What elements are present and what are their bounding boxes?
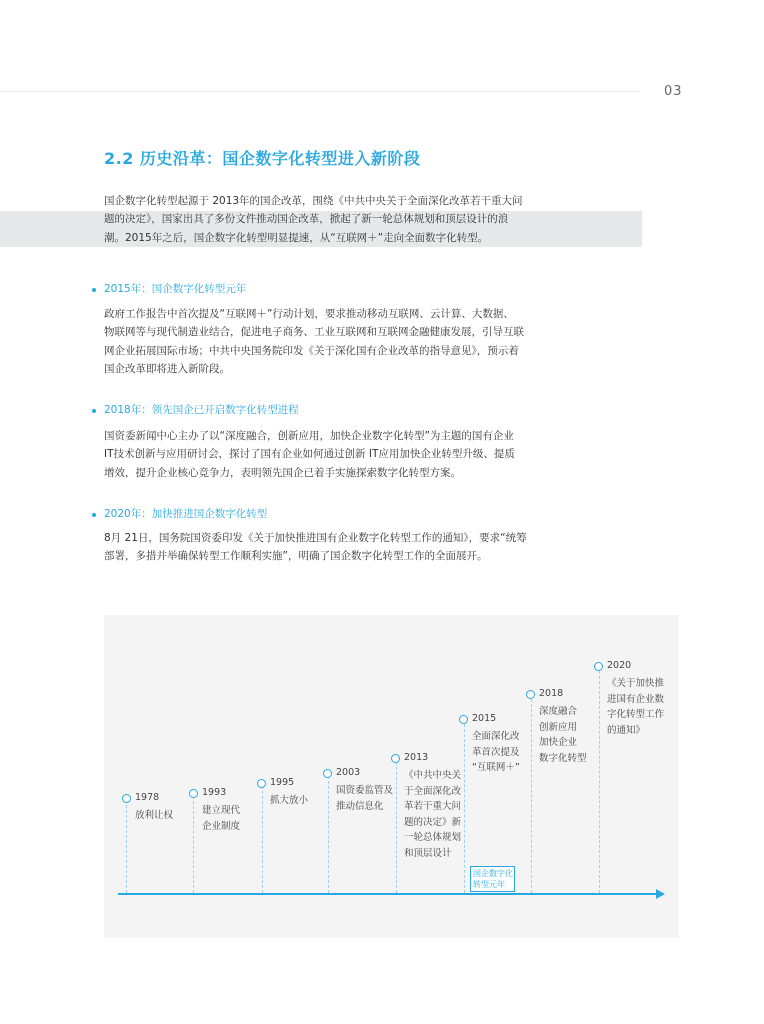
timeline-label: 全面深化改 革首次提及 “互联网＋”	[472, 731, 520, 773]
timeline-guide-2015	[464, 724, 465, 893]
timeline-node-2013	[391, 754, 400, 763]
bullet-dot	[92, 409, 96, 413]
timeline-arrow-icon	[656, 889, 665, 899]
timeline-year: 1978	[135, 792, 160, 803]
timeline-label: 建立现代 企业制度	[202, 805, 241, 832]
timeline-guide-2013	[396, 762, 397, 893]
event-body-2018: 国资委新闻中心主办了以“深度融合，创新应用，加快企业数字化转型”为主题的国有企业 IT技术创新与应用研讨会，探讨了国有企业如何通过创新 IT应用加快企业转型升级、提质增效，提升企业核心竞争力，表明领先国企已着手实施探索数字化转型方案。	[104, 430, 515, 479]
timeline-guide-1993	[193, 796, 194, 893]
timeline-year: 2020	[607, 660, 632, 671]
timeline-year: 1995	[270, 777, 295, 788]
timeline-node-1993	[189, 789, 198, 798]
timeline-guide-1995	[262, 786, 263, 893]
event-heading-2020: 2020年：加快推进国企数字化转型	[104, 508, 268, 520]
timeline-label: 《关于加快推 进国有企业数 字化转型工作 的通知》	[607, 678, 665, 736]
header-rule	[0, 91, 640, 92]
timeline-label: 国资委监管及 推动信息化	[336, 785, 394, 812]
event-heading-2015: 2015年：国企数字化转型元年	[104, 283, 247, 295]
timeline-guide-1978	[126, 805, 127, 893]
timeline-year: 2018	[539, 688, 564, 699]
event-body-2020: 8月 21日，国务院国资委印发《关于加快推进国有企业数字化转型工作的通知》，要求“统筹部署，多措并举确保转型工作顺利实施”，明确了国企数字化转型工作的全面展开。	[104, 532, 527, 563]
timeline-axis	[118, 893, 658, 895]
timeline-year: 2003	[336, 767, 361, 778]
timeline-guide-2018	[531, 699, 532, 893]
timeline-label: 抓大放小	[270, 795, 309, 806]
timeline-node-2003	[323, 769, 332, 778]
transformation-first-year-tag: 国企数字化 转型元年	[470, 866, 515, 892]
timeline-node-2020	[594, 662, 603, 671]
timeline-label: 放利让权	[135, 810, 174, 821]
timeline-label: 《中共中央关 于全面深化改 革若干重大问 题的决定》新 一轮总体规划 和顶层设计	[404, 770, 462, 859]
timeline-node-2015	[459, 715, 468, 724]
bullet-dot	[92, 513, 96, 517]
timeline-year: 2013	[404, 752, 429, 763]
timeline-year: 2015	[472, 713, 497, 724]
intro-paragraph: 国企数字化转型起源于 2013年的国企改革，围绕《中共中央关于全面深化改革若干重大问题的决定》，国家出具了多份文件推动国企改革，掀起了新一轮总体规划和顶层设计的浪潮。2015年之后，国企数字化转型明显提速，从“互联网＋”走向全面数字化转型。	[104, 195, 523, 244]
event-body-2015: 政府工作报告中首次提及“互联网＋”行动计划，要求推动移动互联网、云计算、大数据、物联网等与现代制造业结合，促进电子商务、工业互联网和互联网金融健康发展，引导互联网企业拓展国际市场；中共中央国务院印发《关于深化国有企业改革的指导意见》，预示着国企改革即将进入新阶段。	[104, 308, 524, 375]
timeline-panel	[104, 615, 679, 938]
timeline-guide-2003	[328, 776, 329, 893]
timeline-label: 深度融合 创新应用 加快企业 数字化转型	[539, 706, 587, 764]
timeline-guide-2020	[599, 671, 600, 893]
page-number: 03	[664, 84, 683, 99]
timeline-node-1978	[122, 794, 131, 803]
timeline-year: 1993	[202, 787, 227, 798]
event-heading-2018: 2018年：领先国企已开启数字化转型进程	[104, 404, 299, 416]
timeline-node-1995	[257, 779, 266, 788]
section-title: 2.2 历史沿革：国企数字化转型进入新阶段	[104, 149, 421, 168]
timeline-node-2018	[526, 690, 535, 699]
bullet-dot	[92, 288, 96, 292]
